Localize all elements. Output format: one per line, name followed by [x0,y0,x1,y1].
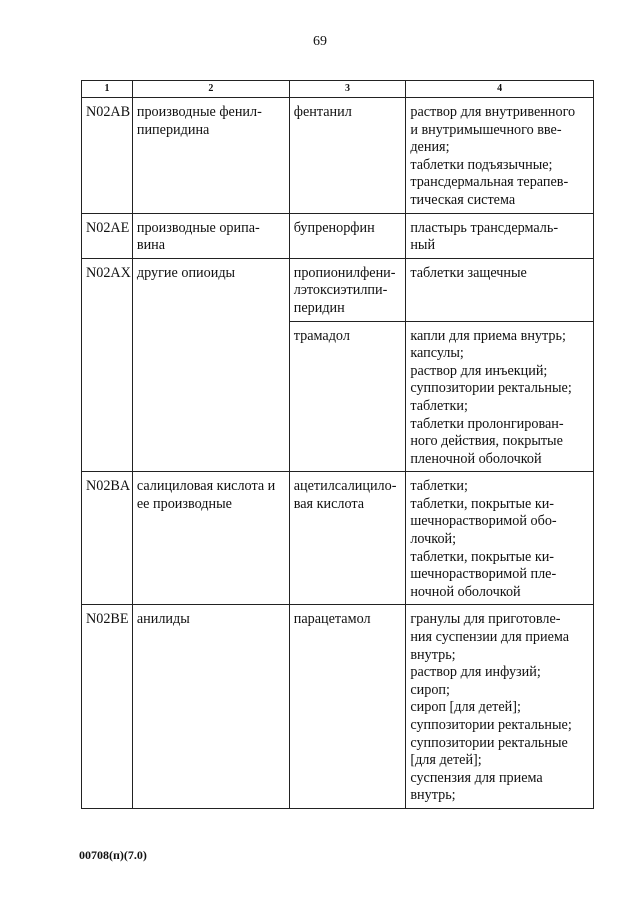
dosage-forms-cell-line: лочкой; [410,531,457,548]
substance-cell [289,213,406,258]
atc-code-cell: N02AX [82,258,133,472]
substance-cell-line: лэтоксиэтилпи- [293,282,388,299]
group-cell-line: производные фенил- [136,104,262,120]
table-body [82,98,594,809]
column-header: 4 [406,81,594,98]
dosage-forms-cell-line: тическая система [410,191,516,208]
group-cell [132,98,289,214]
column-header: 1 [82,81,133,98]
substance-cell [289,605,406,809]
dosage-forms-cell [406,258,594,321]
dosage-forms-cell-line: пленочной оболочкой [410,450,542,467]
group-cell-line: салициловая кислота и [136,478,276,495]
dosage-forms-cell-line: сироп [для детей]; [410,699,521,716]
substance-cell-line: фентанил [293,104,352,120]
dosage-forms-cell [406,472,594,605]
group-cell-line: другие опиоиды [136,264,236,281]
table-row [82,605,594,809]
dosage-forms-cell-line: таблетки; [410,478,468,495]
table-row [82,258,594,321]
substance-cell-line: бупренорфин [293,219,375,236]
dosage-forms-cell-line: и внутримышечного вве- [410,121,562,138]
dosage-forms-cell-line: таблетки, покрытые ки- [410,548,555,565]
dosage-forms-cell-line: внутрь; [410,646,456,663]
dosage-forms-cell-line: сироп; [410,681,450,698]
dosage-forms-cell-line: внутрь; [410,787,456,804]
column-header: 3 [289,81,406,98]
table-header-row [82,81,594,98]
dosage-forms-cell [406,213,594,258]
substance-cell [289,472,406,605]
dosage-forms-cell-line: суспензия для приема [410,769,543,786]
dosage-forms-cell-line: раствор для внутривенного [410,104,576,120]
dosage-forms-cell-line: раствор для инфузий; [410,664,541,681]
substance-cell-line: пропионилфени- [293,264,396,281]
substance-cell [289,98,406,214]
dosage-forms-cell-line: таблетки; [410,397,468,414]
dosage-forms-cell-line: трансдермальная терапев- [410,174,569,191]
dosage-forms-cell-line: таблетки, покрытые ки- [410,495,555,512]
group-cell-line: вина [136,237,166,254]
dosage-forms-cell-line: таблетки подъязычные; [410,156,553,173]
dosage-forms-cell-line: ния суспензии для приема [410,629,570,646]
dosage-forms-cell-line: дения; [410,139,450,156]
dosage-forms-cell [406,321,594,472]
substance-cell-line: вая кислота [293,495,365,512]
dosage-forms-cell-line: шечнорастворимой пле- [410,566,557,583]
group-cell-line: производные орипа- [136,219,260,236]
table-row [82,213,594,258]
substance-cell-line: парацетамол [293,611,371,628]
group-cell [132,258,289,472]
group-cell-line: анилиды [136,611,190,628]
table-row [82,472,594,605]
substance-cell-line: перидин [293,299,345,316]
dosage-forms-cell-line: суппозитории ректальные; [410,717,572,733]
dosage-forms-cell [406,605,594,809]
group-cell [132,605,289,809]
dosage-forms-cell-line: капсулы; [410,345,464,362]
substance-cell [289,321,406,472]
atc-code-cell: N02BE [82,605,133,809]
dosage-forms-cell-line: [для детей]; [410,752,482,769]
group-cell [132,472,289,605]
dosage-forms-cell-line: таблетки защечные [410,264,527,281]
dosage-forms-cell-line: суппозитории ректальные; [410,380,572,397]
substance-cell-line: ацетилсалицило- [293,478,397,495]
atc-code-cell: N02BA [82,472,133,605]
column-header: 2 [132,81,289,98]
medicines-table [81,80,594,809]
atc-code-cell: N02AB [82,98,133,214]
group-cell [132,213,289,258]
group-cell-line: ее производные [136,495,232,512]
dosage-forms-cell-line: капли для приема внутрь; [410,327,566,344]
dosage-forms-cell-line: ный [410,237,436,254]
dosage-forms-cell-line: раствор для инъекций; [410,362,548,379]
dosage-forms-cell-line: ночной оболочкой [410,583,521,600]
dosage-forms-cell-line: суппозитории ректальные [410,734,568,751]
dosage-forms-cell-line: таблетки пролонгирован- [410,415,564,432]
document-code: 00708(п)(7.0) [79,848,147,862]
group-cell-line: пиперидина [136,121,210,138]
table-row [82,98,594,214]
substance-cell [289,258,406,321]
dosage-forms-cell-line: шечнорастворимой обо- [410,513,557,530]
dosage-forms-cell-line: ного действия, покрытые [410,433,563,450]
page-number: 69 [313,34,327,49]
dosage-forms-cell-line: гранулы для приготовле- [410,611,561,628]
dosage-forms-cell-line: пластырь трансдермаль- [410,219,559,236]
atc-code-cell: N02AE [82,213,133,258]
substance-cell-line: трамадол [293,327,350,344]
dosage-forms-cell [406,98,594,214]
